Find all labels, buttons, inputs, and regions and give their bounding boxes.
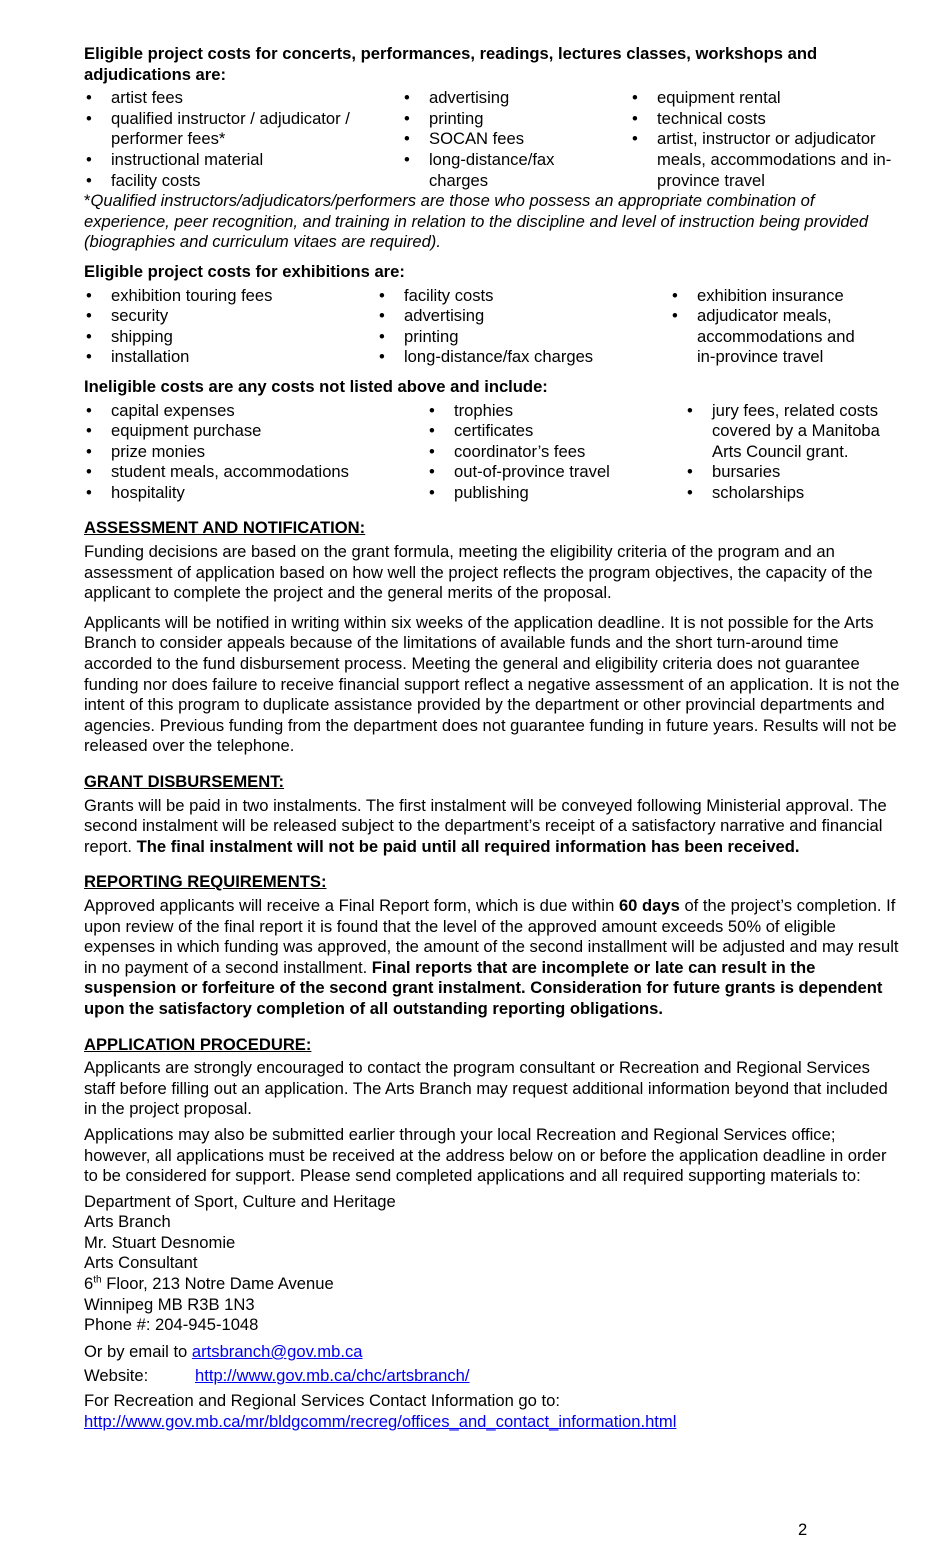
list-item: • student meals, accommodations — [84, 462, 427, 483]
list-item: • jury fees, related costs covered by a Manitoba Arts Council grant. — [685, 401, 900, 463]
document-page — [84, 44, 900, 1432]
list-item: • hospitality — [84, 483, 427, 504]
performance-col-1 — [84, 88, 402, 191]
ineligible-costs-heading: Ineligible costs are any costs not listed above and include: — [84, 376, 548, 396]
list-item: • instructional material — [84, 150, 402, 171]
list-item: • SOCAN fees — [402, 129, 630, 150]
list-item: • trophies — [427, 401, 685, 422]
list-item: • shipping — [84, 327, 377, 348]
address-line: Arts Consultant — [84, 1253, 198, 1273]
reporting-heading: REPORTING REQUIREMENTS: — [84, 872, 327, 892]
performance-col-3 — [630, 88, 900, 191]
address-line — [84, 1274, 900, 1295]
reporting-text-1: Approved applicants will receive a Final Report form, which is due within — [84, 895, 619, 915]
list-item: • exhibition touring fees — [84, 286, 377, 307]
floor-number: 6 — [84, 1274, 94, 1294]
list-item: • long-distance/fax charges — [402, 150, 579, 191]
note-text: Qualified instructors/adjudicators/performers are those who possess an appropriate combination of experience, peer recognition, and training in relation to the discipline and level of instruction being provided (biographies and curriculum vitaes are required). — [84, 191, 869, 252]
procedure-heading: APPLICATION PROCEDURE: — [84, 1034, 312, 1054]
address-line: Department of Sport, Culture and Heritage — [84, 1191, 396, 1211]
email-link[interactable]: artsbranch@gov.mb.ca — [191, 1341, 363, 1361]
page-number: 2 — [798, 1520, 808, 1539]
qualified-instructors-note — [84, 191, 900, 253]
list-item: • advertising — [377, 306, 670, 327]
exhibition-costs-list — [84, 286, 900, 368]
disbursement-paragraph — [84, 796, 900, 858]
list-item: • qualified instructor / adjudicator / performer fees* — [84, 109, 371, 150]
website-line — [84, 1366, 900, 1387]
recreg-link[interactable]: http://www.gov.mb.ca/mr/bldgcomm/recreg/offices_and_contact_information.html — [84, 1411, 677, 1431]
reporting-paragraph — [84, 896, 900, 1020]
disbursement-heading: GRANT DISBURSEMENT: — [84, 772, 285, 791]
ineligible-col-2 — [427, 401, 685, 504]
list-item: • facility costs — [84, 171, 402, 192]
website-label: Website: — [84, 1366, 149, 1386]
asterisk: * — [84, 191, 91, 211]
reporting-bold-text: Final reports that are incomplete or late can result in the suspension or forfeiture of the second grant instalment. Consideration for future grants is dependent upon the satisfactory completion of all outstanding reporting obligations. — [84, 957, 883, 1018]
recreg-line — [84, 1412, 900, 1433]
assessment-paragraph-2: Applicants will be notified in writing within six weeks of the application deadline. It is not possible for the Arts Branch to consider appeals because of the limitations of available funds and the short turn-around time accorded to the fund disbursement process. Meeting the general and eligibility criteria does not guarantee funding nor does failure to receive financial support reflect a negative assessment of an application. It is not the intent of this program to duplicate assistance provided by the department or other provincial departments and agencies. Previous funding from the department does not guarantee funding in future years. Results will not be released over the telephone. — [84, 612, 900, 756]
list-item: • bursaries — [685, 462, 900, 483]
disbursement-bold-text: The final instalment will not be paid until all required information has been received. — [136, 836, 800, 856]
list-item: • capital expenses — [84, 401, 427, 422]
list-item: • coordinator’s fees — [427, 442, 685, 463]
exhibition-col-3 — [670, 286, 900, 368]
list-item: • exhibition insurance — [670, 286, 900, 307]
procedure-paragraph-2: Applications may also be submitted earlier through your local Recreation and Regional Services office; however, all applications must be received at the address below on or before the application deadline in order to be considered for support. Please send completed applications and all required supporting materials to: — [84, 1124, 887, 1186]
recreg-label: For Recreation and Regional Services Contact Information go to: — [84, 1391, 560, 1411]
list-item: • printing — [377, 327, 670, 348]
list-item: • equipment purchase — [84, 421, 427, 442]
list-item: • out-of-province travel — [427, 462, 685, 483]
floor-street: Floor, 213 Notre Dame Avenue — [101, 1274, 334, 1294]
list-item: • long-distance/fax charges — [377, 347, 670, 368]
list-item: • certificates — [427, 421, 685, 442]
list-item: • technical costs — [630, 109, 900, 130]
ineligible-col-3 — [685, 401, 900, 504]
reporting-bold-days: 60 days — [618, 895, 680, 915]
disbursement-text: Grants will be paid in two instalments. The first instalment will be conveyed following Ministerial approval. The second instalment will be released subject to the department’s receipt of a satisfactory narrative and financial report. — [84, 795, 887, 856]
list-item: • scholarships — [685, 483, 900, 504]
exhibition-costs-heading: Eligible project costs for exhibitions are: — [84, 261, 405, 281]
website-link[interactable]: http://www.gov.mb.ca/chc/artsbranch/ — [195, 1366, 470, 1386]
assessment-paragraph-1: Funding decisions are based on the grant formula, meeting the eligibility criteria of the program and an assessment of application based on how well the project reflects the program objectives, the capacity of the applicant to complete the project and the general merits of the proposal. — [84, 542, 873, 603]
email-prefix: Or by email to — [84, 1341, 192, 1361]
address-line: Winnipeg MB R3B 1N3 — [84, 1294, 255, 1314]
performance-col-2 — [402, 88, 630, 191]
performance-costs-heading: Eligible project costs for concerts, performances, readings, lectures classes, workshops and adjudications are: — [84, 44, 818, 84]
list-item: • installation — [84, 347, 377, 368]
procedure-paragraph-1: Applicants are strongly encouraged to contact the program consultant or Recreation and Regional Services staff before filling out an application. The Arts Branch may request additional information beyond that included in the project proposal. — [84, 1058, 888, 1119]
list-item: • equipment rental — [630, 88, 900, 109]
list-item: • publishing — [427, 483, 685, 504]
exhibition-col-1 — [84, 286, 377, 368]
address-line: Arts Branch — [84, 1212, 171, 1232]
list-item: • advertising — [402, 88, 630, 109]
list-item: • security — [84, 306, 377, 327]
list-item: • artist, instructor or adjudicator meals, accommodations and in-province travel — [630, 129, 900, 191]
list-item: • prize monies — [84, 442, 427, 463]
assessment-heading: ASSESSMENT AND NOTIFICATION: — [84, 518, 366, 538]
exhibition-col-2 — [377, 286, 670, 368]
ineligible-col-1 — [84, 401, 427, 504]
list-item: • printing — [402, 109, 630, 130]
floor-suffix: th — [93, 1274, 102, 1286]
list-item: • facility costs — [377, 286, 670, 307]
email-line — [84, 1342, 900, 1363]
performance-costs-list — [84, 88, 900, 191]
reporting-text-2: of the project’s completion. If upon review of the final report it is found that the level of the approved amount exceeds 50% of eligible expenses in which funding was approved, the amount of the second installment will be adjusted and may result in no payment of a second installment. — [84, 895, 899, 977]
phone-number: Phone #: 204-945-1048 — [84, 1315, 259, 1335]
list-item: • adjudicator meals, accommodations and in-province travel — [670, 306, 877, 368]
ineligible-costs-list — [84, 401, 900, 504]
mailing-address — [84, 1192, 900, 1336]
list-item: • artist fees — [84, 88, 402, 109]
address-line: Mr. Stuart Desnomie — [84, 1232, 236, 1252]
